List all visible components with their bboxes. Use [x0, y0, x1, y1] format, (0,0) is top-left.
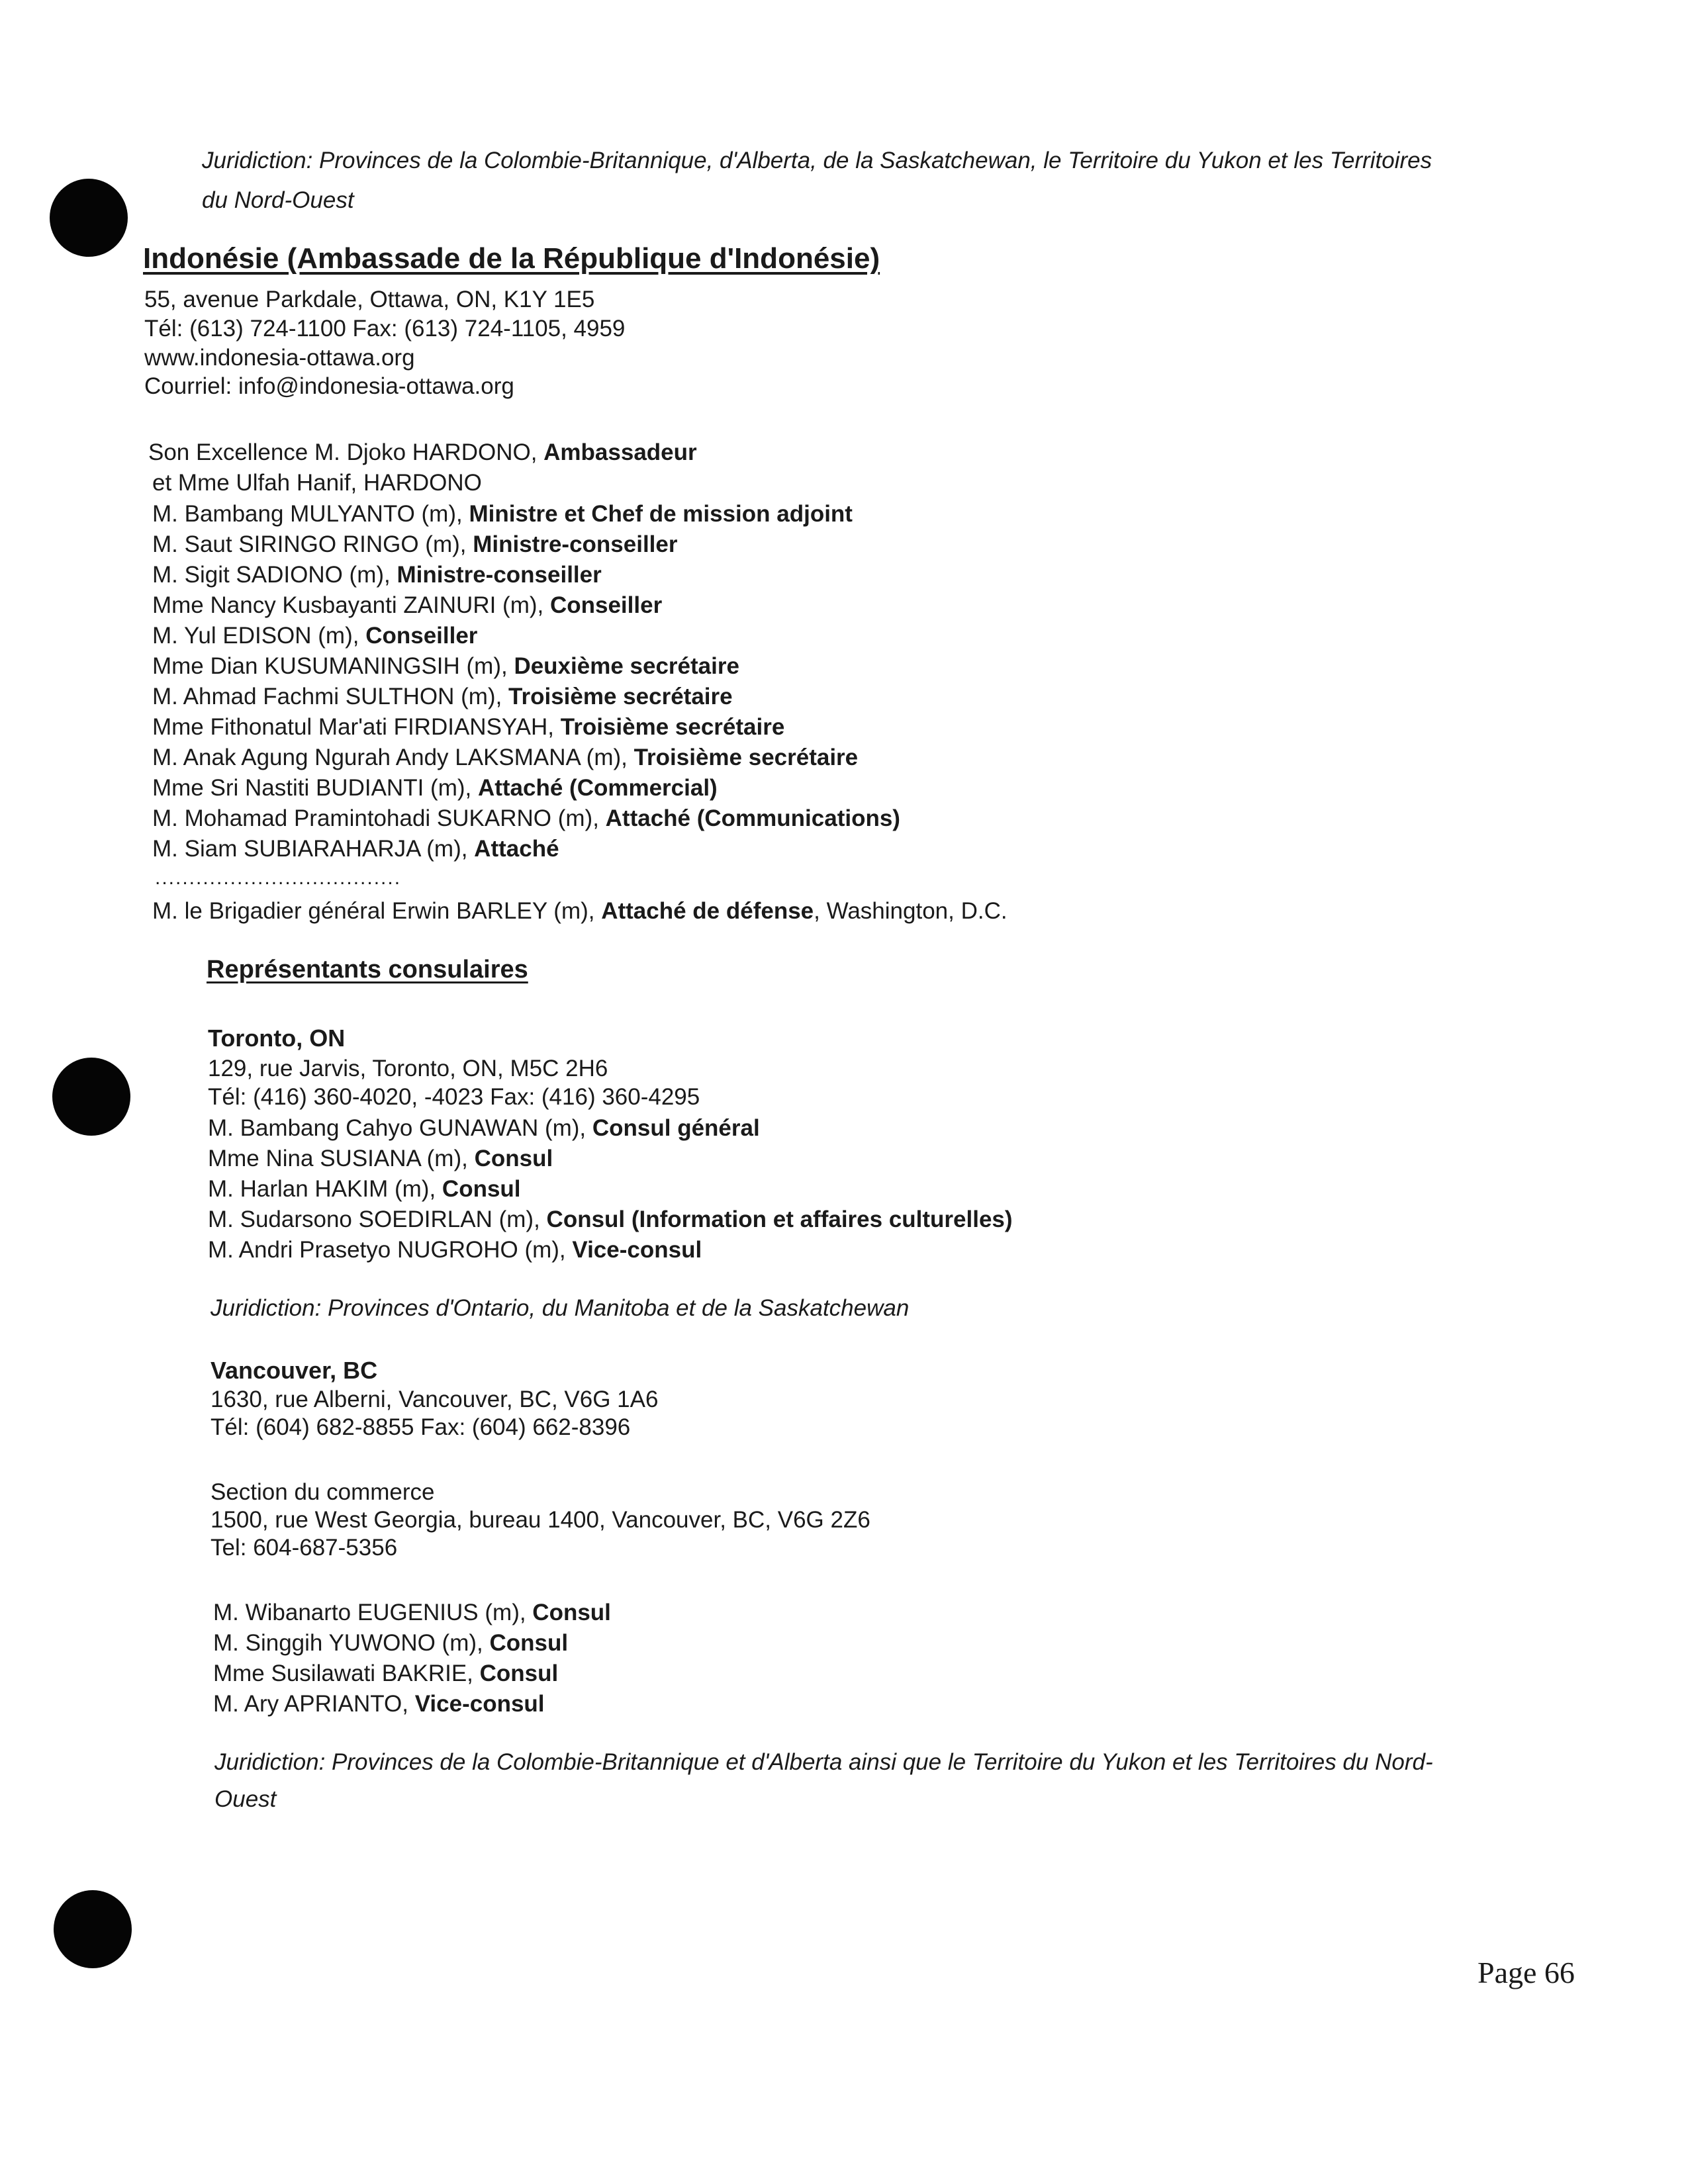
- staff-entry: [208, 1206, 1013, 1234]
- separator-dots: ....................................: [155, 867, 402, 889]
- staff-name: M. le Brigadier général Erwin BARLEY (m),: [152, 898, 602, 924]
- staff-title: Consul général: [592, 1115, 760, 1141]
- jurisdiction-line: du Nord-Ouest: [202, 187, 354, 213]
- staff-entry: [152, 713, 784, 741]
- staff-entry: [213, 1690, 545, 1718]
- page-number: Page 66: [1477, 1956, 1575, 1989]
- staff-entry: [152, 653, 739, 680]
- toronto-jurisdiction: Juridiction: Provinces d'Ontario, du Manitoba et de la Saskatchewan: [211, 1295, 910, 1321]
- city-heading: Toronto, ON: [208, 1024, 346, 1052]
- staff-entry: [152, 622, 477, 650]
- staff-entry: [213, 1599, 611, 1627]
- consulate-phone: Tél: (604) 682-8855 Fax: (604) 662-8396: [211, 1414, 631, 1440]
- staff-title: Consul (Information et affaires culturelles): [546, 1206, 1013, 1232]
- staff-title: Conseiller: [549, 592, 663, 618]
- staff-title: Ministre-conseiller: [473, 531, 678, 557]
- trade-section-phone: Tel: 604-687-5356: [211, 1535, 398, 1561]
- consular-heading: Représentants consulaires: [207, 956, 528, 983]
- staff-name: M. Wibanarto EUGENIUS (m),: [213, 1600, 533, 1625]
- staff-title: Deuxième secrétaire: [514, 653, 739, 679]
- staff-entry: [208, 1175, 521, 1203]
- staff-entry: [152, 531, 677, 559]
- staff-title: Ministre-conseiller: [397, 562, 602, 588]
- consulate-address: 129, rue Jarvis, Toronto, ON, M5C 2H6: [208, 1056, 608, 1081]
- embassy-phone: Tél: (613) 724-1100 Fax: (613) 724-1105, 4959: [144, 316, 626, 341]
- jurisdiction-line: Juridiction: Provinces de la Colombie-Britannique, d'Alberta, de la Saskatchewan, le Territoire du Yukon et les Territoires: [202, 148, 1432, 173]
- staff-name: M. Mohamad Pramintohadi SUKARNO (m),: [152, 805, 606, 831]
- trade-section-address: 1500, rue West Georgia, bureau 1400, Vancouver, BC, V6G 2Z6: [211, 1507, 870, 1533]
- staff-name: M. Singgih YUWONO (m),: [213, 1630, 490, 1656]
- staff-name: M. Sudarsono SOEDIRLAN (m),: [208, 1206, 547, 1232]
- consulate-address: 1630, rue Alberni, Vancouver, BC, V6G 1A6: [211, 1387, 659, 1412]
- staff-title: Troisième secrétaire: [633, 745, 859, 770]
- embassy-title: Indonésie (Ambassade de la République d'Indonésie): [143, 242, 880, 275]
- staff-name: M. Siam SUBIARAHARJA (m),: [152, 836, 475, 862]
- staff-name: Son Excellence M. Djoko HARDONO,: [148, 439, 544, 465]
- staff-entry: [152, 561, 602, 589]
- embassy-website: www.indonesia-ottawa.org: [144, 345, 415, 371]
- city-heading: Vancouver, BC: [211, 1357, 378, 1384]
- staff-name: Mme Sri Nastiti BUDIANTI (m),: [152, 775, 478, 801]
- staff-name: M. Saut SIRINGO RINGO (m),: [152, 531, 473, 557]
- embassy-email: Courriel: info@indonesia-ottawa.org: [144, 373, 514, 399]
- staff-entry: [152, 805, 900, 833]
- staff-entry: [208, 1236, 702, 1264]
- staff-name: Mme Susilawati BAKRIE,: [213, 1661, 480, 1686]
- staff-title: Conseiller: [365, 623, 478, 649]
- vancouver-jurisdiction-line: Juridiction: Provinces de la Colombie-Britannique et d'Alberta ainsi que le Territoire du Yukon et les Territoires du Nord-: [214, 1749, 1433, 1775]
- staff-entry: [213, 1629, 568, 1657]
- binder-hole-middle: [52, 1058, 130, 1136]
- staff-title: Attaché (Commercial): [477, 775, 718, 801]
- staff-entry: [152, 774, 718, 802]
- staff-name: M. Sigit SADIONO (m),: [152, 562, 397, 588]
- staff-entry: [152, 469, 482, 497]
- staff-name: M. Harlan HAKIM (m),: [208, 1176, 442, 1202]
- staff-title: Troisième secrétaire: [508, 684, 733, 709]
- staff-name: M. Anak Agung Ngurah Andy LAKSMANA (m),: [152, 745, 634, 770]
- staff-title: Vice-consul: [414, 1691, 545, 1717]
- defense-attache-entry: [152, 897, 1008, 925]
- staff-entry: [152, 683, 733, 711]
- staff-location: , Washington, D.C.: [814, 898, 1008, 924]
- staff-title: Consul: [474, 1146, 553, 1171]
- staff-title: Consul: [532, 1600, 611, 1625]
- staff-title: Attaché (Communications): [605, 805, 900, 831]
- staff-title: Consul: [479, 1661, 559, 1686]
- binder-hole-top: [50, 179, 128, 257]
- staff-name: M. Andri Prasetyo NUGROHO (m),: [208, 1237, 573, 1263]
- staff-name: M. Ary APRIANTO,: [213, 1691, 415, 1717]
- staff-title: Consul: [442, 1176, 521, 1202]
- trade-section-label: Section du commerce: [211, 1479, 435, 1505]
- staff-title: Attaché: [474, 836, 559, 862]
- staff-name: M. Ahmad Fachmi SULTHON (m),: [152, 684, 509, 709]
- staff-entry: [213, 1660, 558, 1688]
- binder-hole-bottom: [54, 1890, 132, 1968]
- staff-entry: [152, 592, 662, 619]
- staff-title: Ministre et Chef de mission adjoint: [469, 501, 853, 527]
- staff-name: Mme Dian KUSUMANINGSIH (m),: [152, 653, 514, 679]
- staff-name: Mme Nancy Kusbayanti ZAINURI (m),: [152, 592, 550, 618]
- consulate-phone: Tél: (416) 360-4020, -4023 Fax: (416) 360-4295: [208, 1084, 700, 1110]
- embassy-address: 55, avenue Parkdale, Ottawa, ON, K1Y 1E5: [144, 287, 595, 312]
- staff-title: Consul: [489, 1630, 569, 1656]
- staff-entry: [208, 1145, 553, 1173]
- staff-entry: [152, 500, 853, 528]
- staff-title: Attaché de défense: [601, 898, 814, 924]
- staff-name: Mme Fithonatul Mar'ati FIRDIANSYAH,: [152, 714, 561, 740]
- staff-title: Vice-consul: [572, 1237, 702, 1263]
- staff-name: M. Bambang MULYANTO (m),: [152, 501, 469, 527]
- staff-title: Ambassadeur: [543, 439, 697, 465]
- staff-name: M. Bambang Cahyo GUNAWAN (m),: [208, 1115, 592, 1141]
- staff-name: Mme Nina SUSIANA (m),: [208, 1146, 475, 1171]
- staff-title: Troisième secrétaire: [560, 714, 785, 740]
- staff-entry: [148, 439, 697, 467]
- staff-entry: [152, 744, 858, 772]
- staff-entry: [208, 1115, 760, 1142]
- staff-name: M. Yul EDISON (m),: [152, 623, 366, 649]
- staff-name: et Mme Ulfah Hanif, HARDONO: [152, 470, 482, 496]
- vancouver-jurisdiction-line: Ouest: [214, 1786, 277, 1812]
- staff-entry: [152, 835, 559, 863]
